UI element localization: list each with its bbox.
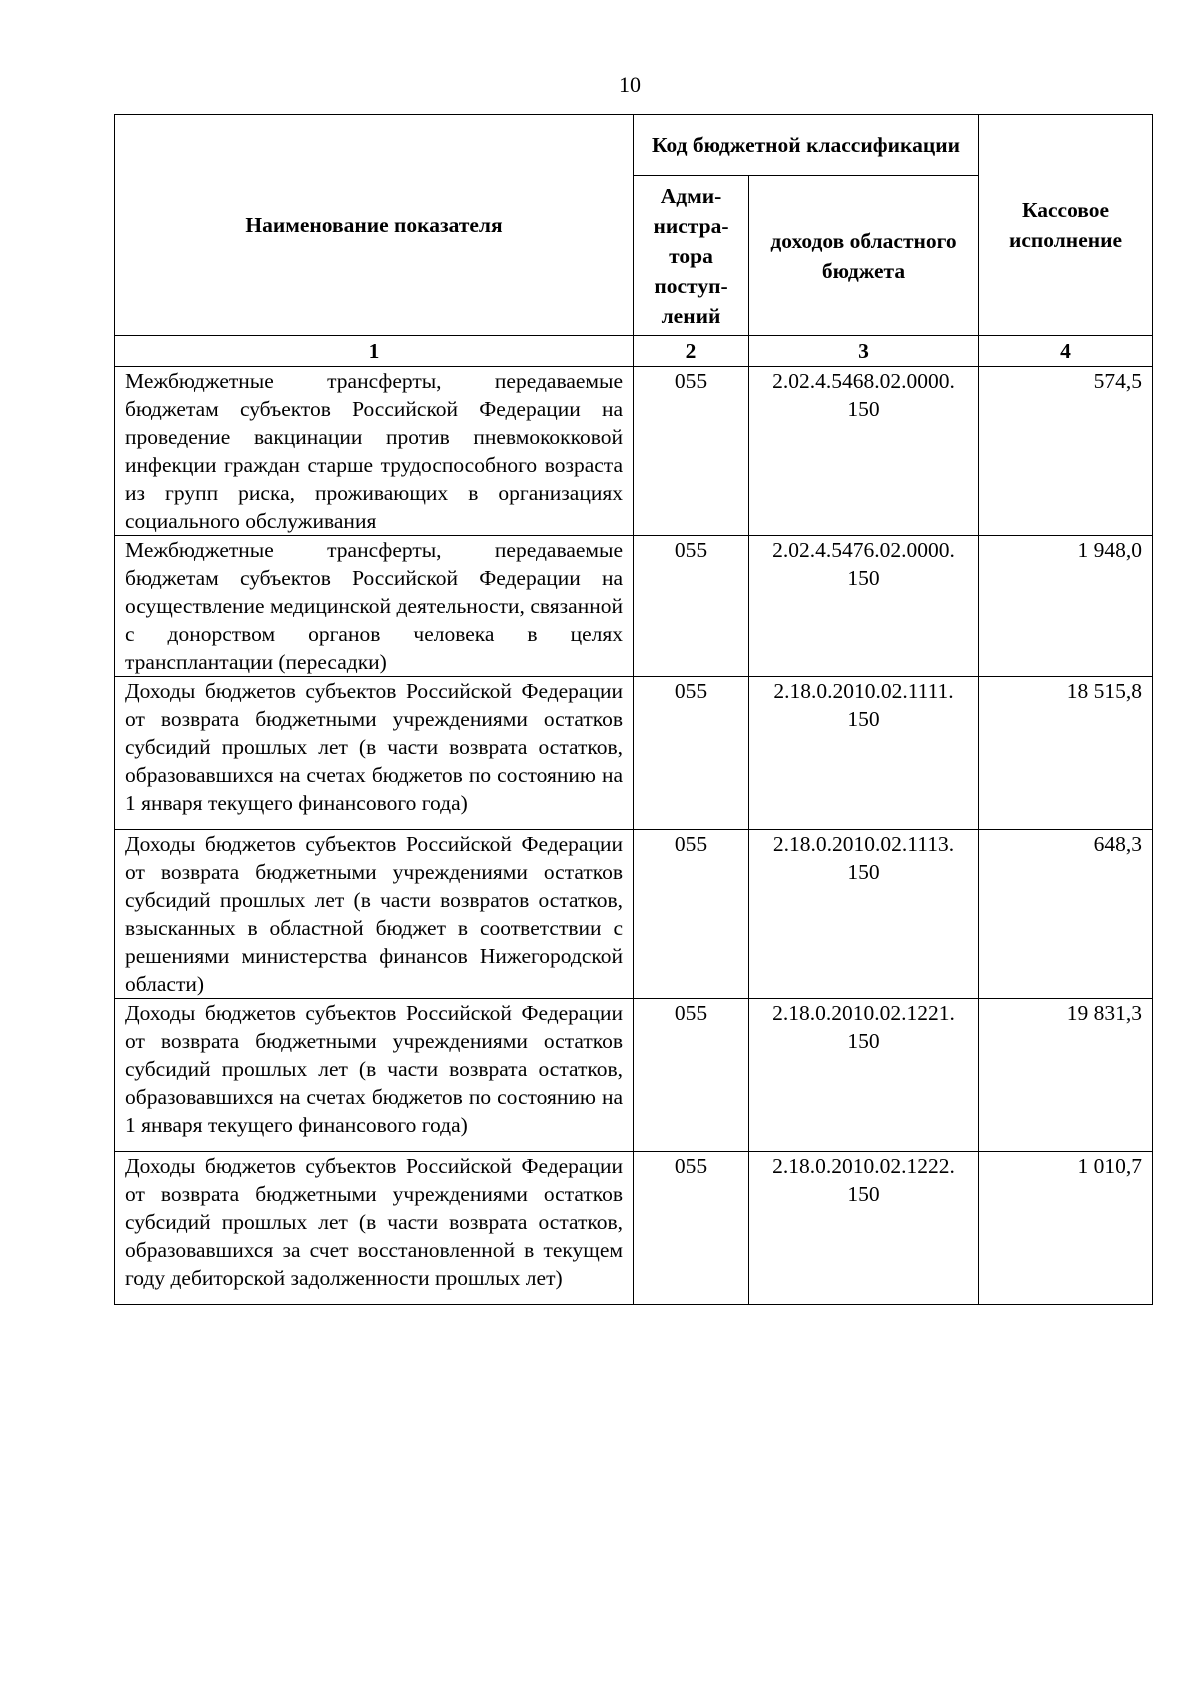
administrator-code-cell: 055 <box>634 677 749 830</box>
cash-execution-cell: 19 831,3 <box>979 999 1153 1152</box>
revenue-code-cell: 2.18.0.2010.02.1113. 150 <box>749 830 979 999</box>
cash-execution-cell: 648,3 <box>979 830 1153 999</box>
table-row <box>115 536 1153 677</box>
indicator-name-cell: Доходы бюджетов субъектов Российской Федерации от возврата бюджетными учреждениями остатков субсидий прошлых лет (в части возвратов остатков, взысканных в областной бюджет в соответствии с решениями министерства финансов Нижегородской области) <box>115 830 634 999</box>
revenue-code-cell: 2.18.0.2010.02.1222. 150 <box>749 1152 979 1305</box>
page-number: 10 <box>619 72 641 97</box>
cash-execution-cell: 18 515,8 <box>979 677 1153 830</box>
column-number-4: 4 <box>979 336 1153 367</box>
cash-execution-cell: 574,5 <box>979 367 1153 536</box>
table-row <box>115 1152 1153 1305</box>
budget-table <box>114 114 1153 1305</box>
revenue-code-cell: 2.02.4.5468.02.0000. 150 <box>749 367 979 536</box>
administrator-code-cell: 055 <box>634 536 749 677</box>
indicator-name-cell: Доходы бюджетов субъектов Российской Федерации от возврата бюджетными учреждениями остатков субсидий прошлых лет (в части возврата остатков, образовавшихся за счет восстановленной в текущем году дебиторской задолженности прошлых лет) <box>115 1152 634 1305</box>
table-row <box>115 999 1153 1152</box>
administrator-code-cell: 055 <box>634 830 749 999</box>
table-row <box>115 830 1153 999</box>
revenue-code-cell: 2.18.0.2010.02.1111. 150 <box>749 677 979 830</box>
indicator-name-cell: Доходы бюджетов субъектов Российской Федерации от возврата бюджетными учреждениями остатков субсидий прошлых лет (в части возврата остатков, образовавшихся на счетах бюджетов по состоянию на 1 января текущего финансового года) <box>115 999 634 1152</box>
indicator-name-cell: Межбюджетные трансферты, передаваемые бюджетам субъектов Российской Федерации на осуществление медицинской деятельности, связанной с донорством органов человека в целях трансплантации (пересадки) <box>115 536 634 677</box>
revenue-code-cell: 2.02.4.5476.02.0000. 150 <box>749 536 979 677</box>
table-row <box>115 367 1153 536</box>
column-number-3: 3 <box>749 336 979 367</box>
column-number-2: 2 <box>634 336 749 367</box>
table-row <box>115 677 1153 830</box>
revenue-code-cell: 2.18.0.2010.02.1221. 150 <box>749 999 979 1152</box>
indicator-name-cell: Доходы бюджетов субъектов Российской Федерации от возврата бюджетными учреждениями остатков субсидий прошлых лет (в части возврата остатков, образовавшихся на счетах бюджетов по состоянию на 1 января текущего финансового года) <box>115 677 634 830</box>
administrator-code-cell: 055 <box>634 1152 749 1305</box>
column-number-1: 1 <box>115 336 634 367</box>
header-regional-budget-revenue: доходов областного бюджета <box>749 176 979 336</box>
header-revenue-administrator: Адми-нистра-тора поступ-лений <box>634 176 749 336</box>
administrator-code-cell: 055 <box>634 999 749 1152</box>
header-indicator-name: Наименование показателя <box>115 115 634 336</box>
cash-execution-cell: 1 010,7 <box>979 1152 1153 1305</box>
cash-execution-cell: 1 948,0 <box>979 536 1153 677</box>
header-cash-execution: Кассовое исполнение <box>979 115 1153 336</box>
administrator-code-cell: 055 <box>634 367 749 536</box>
indicator-name-cell: Межбюджетные трансферты, передаваемые бюджетам субъектов Российской Федерации на проведение вакцинации против пневмококковой инфекции граждан старше трудоспособного возраста из групп риска, проживающих в организациях социального обслуживания <box>115 367 634 536</box>
header-budget-classification-code: Код бюджетной классификации <box>634 115 979 176</box>
